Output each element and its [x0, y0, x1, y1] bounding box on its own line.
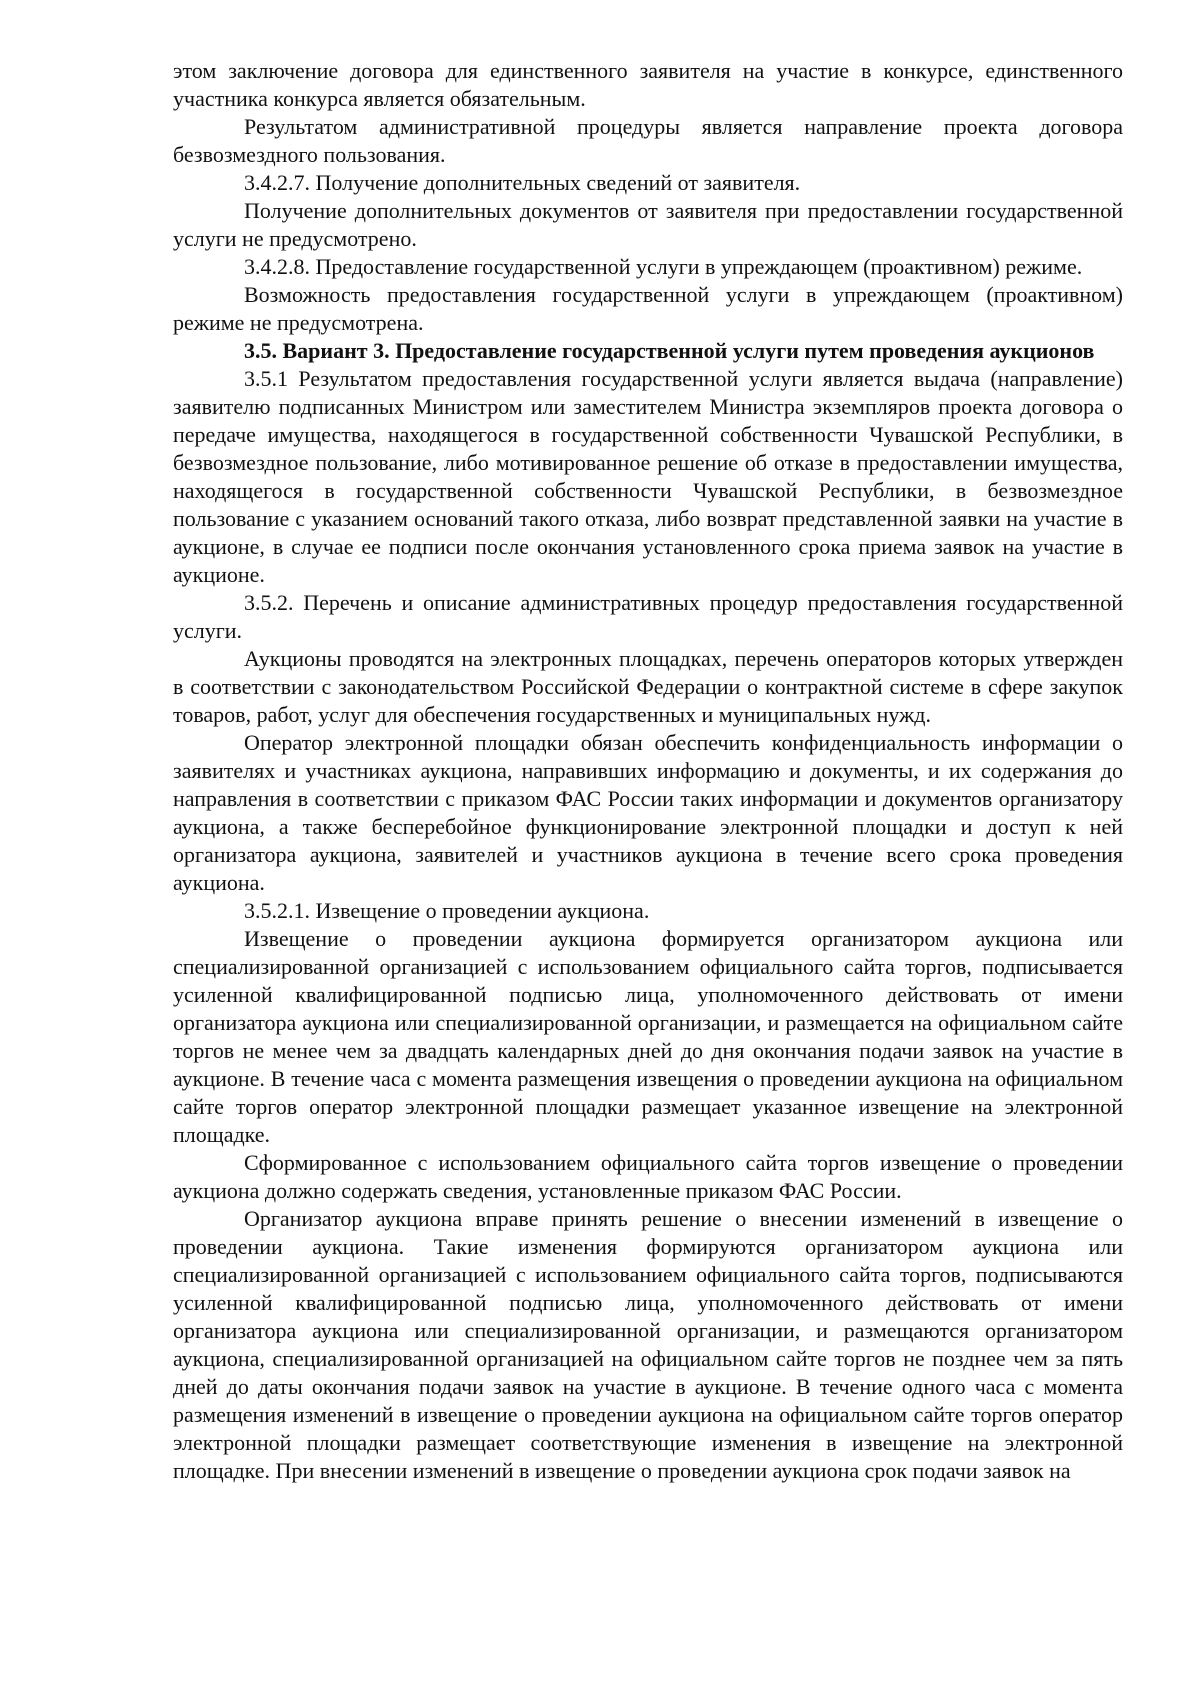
paragraph-notice-content: Сформированное с использованием официального сайта торгов извещение о проведении аукциона должно содержать сведения, установленные приказом ФАС России. [173, 1150, 1123, 1203]
section-3-5-heading: 3.5. Вариант 3. Предоставление государственной услуги путем проведения аукционов [244, 338, 1095, 363]
paragraph-contract-conclusion: этом заключение договора для единственного заявителя на участие в конкурсе, единственного участника конкурса является обязательным. [173, 58, 1123, 111]
paragraph-proactive-mode: Возможность предоставления государственной услуги в упреждающем (проактивном) режиме не предусмотрена. [173, 282, 1123, 335]
paragraph-3-5-1: 3.5.1 Результатом предоставления государственной услуги является выдача (направление) заявителю подписанных Министром или заместителем Министра экземпляров проекта договора о передаче имущества, находящегося в государственной собственности Чувашской Республики, в безвозмездное пользование, либо мотивированное решение об отказе в предоставлении имущества, находящегося в государственной собственности Чувашской Республики, в безвозмездное пользование с указанием оснований такого отказа, либо возврат представленной заявки на участие в аукционе, в случае ее подписи после окончания установленного срока приема заявок на участие в аукционе. [173, 366, 1123, 587]
paragraph-auction-notice: Извещение о проведении аукциона формируется организатором аукциона или специализированной организацией с использованием официального сайта торгов, подписывается усиленной квалифицированной подписью лица, уполномоченного действовать от имени организатора аукциона или специализированной организации, и размещается на официальном сайте торгов не менее чем за двадцать календарных дней до дня окончания подачи заявок на участие в аукционе. В течение часа с момента размещения извещения о проведении аукциона на официальном сайте торгов оператор электронной площадки размещает указанное извещение на электронной площадке. [173, 926, 1123, 1147]
paragraph-3-5-2-heading: 3.5.2. Перечень и описание административных процедур предоставления государственной услуги. [173, 590, 1123, 643]
paragraph-3-4-2-8-heading: 3.4.2.8. Предоставление государственной услуги в упреждающем (проактивном) режиме. [244, 254, 1083, 279]
document-page [173, 57, 1123, 1485]
paragraph-auctions-platforms: Аукционы проводятся на электронных площадках, перечень операторов которых утвержден в соответствии с законодательством Российской Федерации о контрактной системе в сфере закупок товаров, работ, услуг для обеспечения государственных и муниципальных нужд. [173, 646, 1123, 727]
paragraph-3-4-2-7-heading: 3.4.2.7. Получение дополнительных сведений от заявителя. [244, 170, 801, 195]
paragraph-additional-documents: Получение дополнительных документов от заявителя при предоставлении государственной услуги не предусмотрено. [173, 198, 1123, 251]
paragraph-procedure-result: Результатом административной процедуры является направление проекта договора безвозмездного пользования. [173, 114, 1123, 167]
paragraph-3-5-2-1-heading: 3.5.2.1. Извещение о проведении аукциона. [244, 898, 650, 923]
paragraph-platform-operator: Оператор электронной площадки обязан обеспечить конфиденциальность информации о заявителях и участниках аукциона, направивших информацию и документы, и их содержания до направления в соответствии с приказом ФАС России таких информации и документов организатору аукциона, а также бесперебойное функционирование электронной площадки и доступ к ней организатора аукциона, заявителей и участников аукциона в течение всего срока проведения аукциона. [173, 730, 1123, 895]
paragraph-notice-changes: Организатор аукциона вправе принять решение о внесении изменений в извещение о проведении аукциона. Такие изменения формируются организатором аукциона или специализированной организацией с использованием официального сайта торгов, подписываются усиленной квалифицированной подписью лица, уполномоченного действовать от имени организатора аукциона или специализированной организации, и размещаются организатором аукциона, специализированной организацией на официальном сайте торгов не позднее чем за пять дней до даты окончания подачи заявок на участие в аукционе. В течение одного часа с момента размещения изменений в извещение о проведении аукциона на официальном сайте торгов оператор электронной площадки размещает соответствующие изменения в извещение на электронной площадке. При внесении изменений в извещение о проведении аукциона срок подачи заявок на [173, 1206, 1123, 1483]
